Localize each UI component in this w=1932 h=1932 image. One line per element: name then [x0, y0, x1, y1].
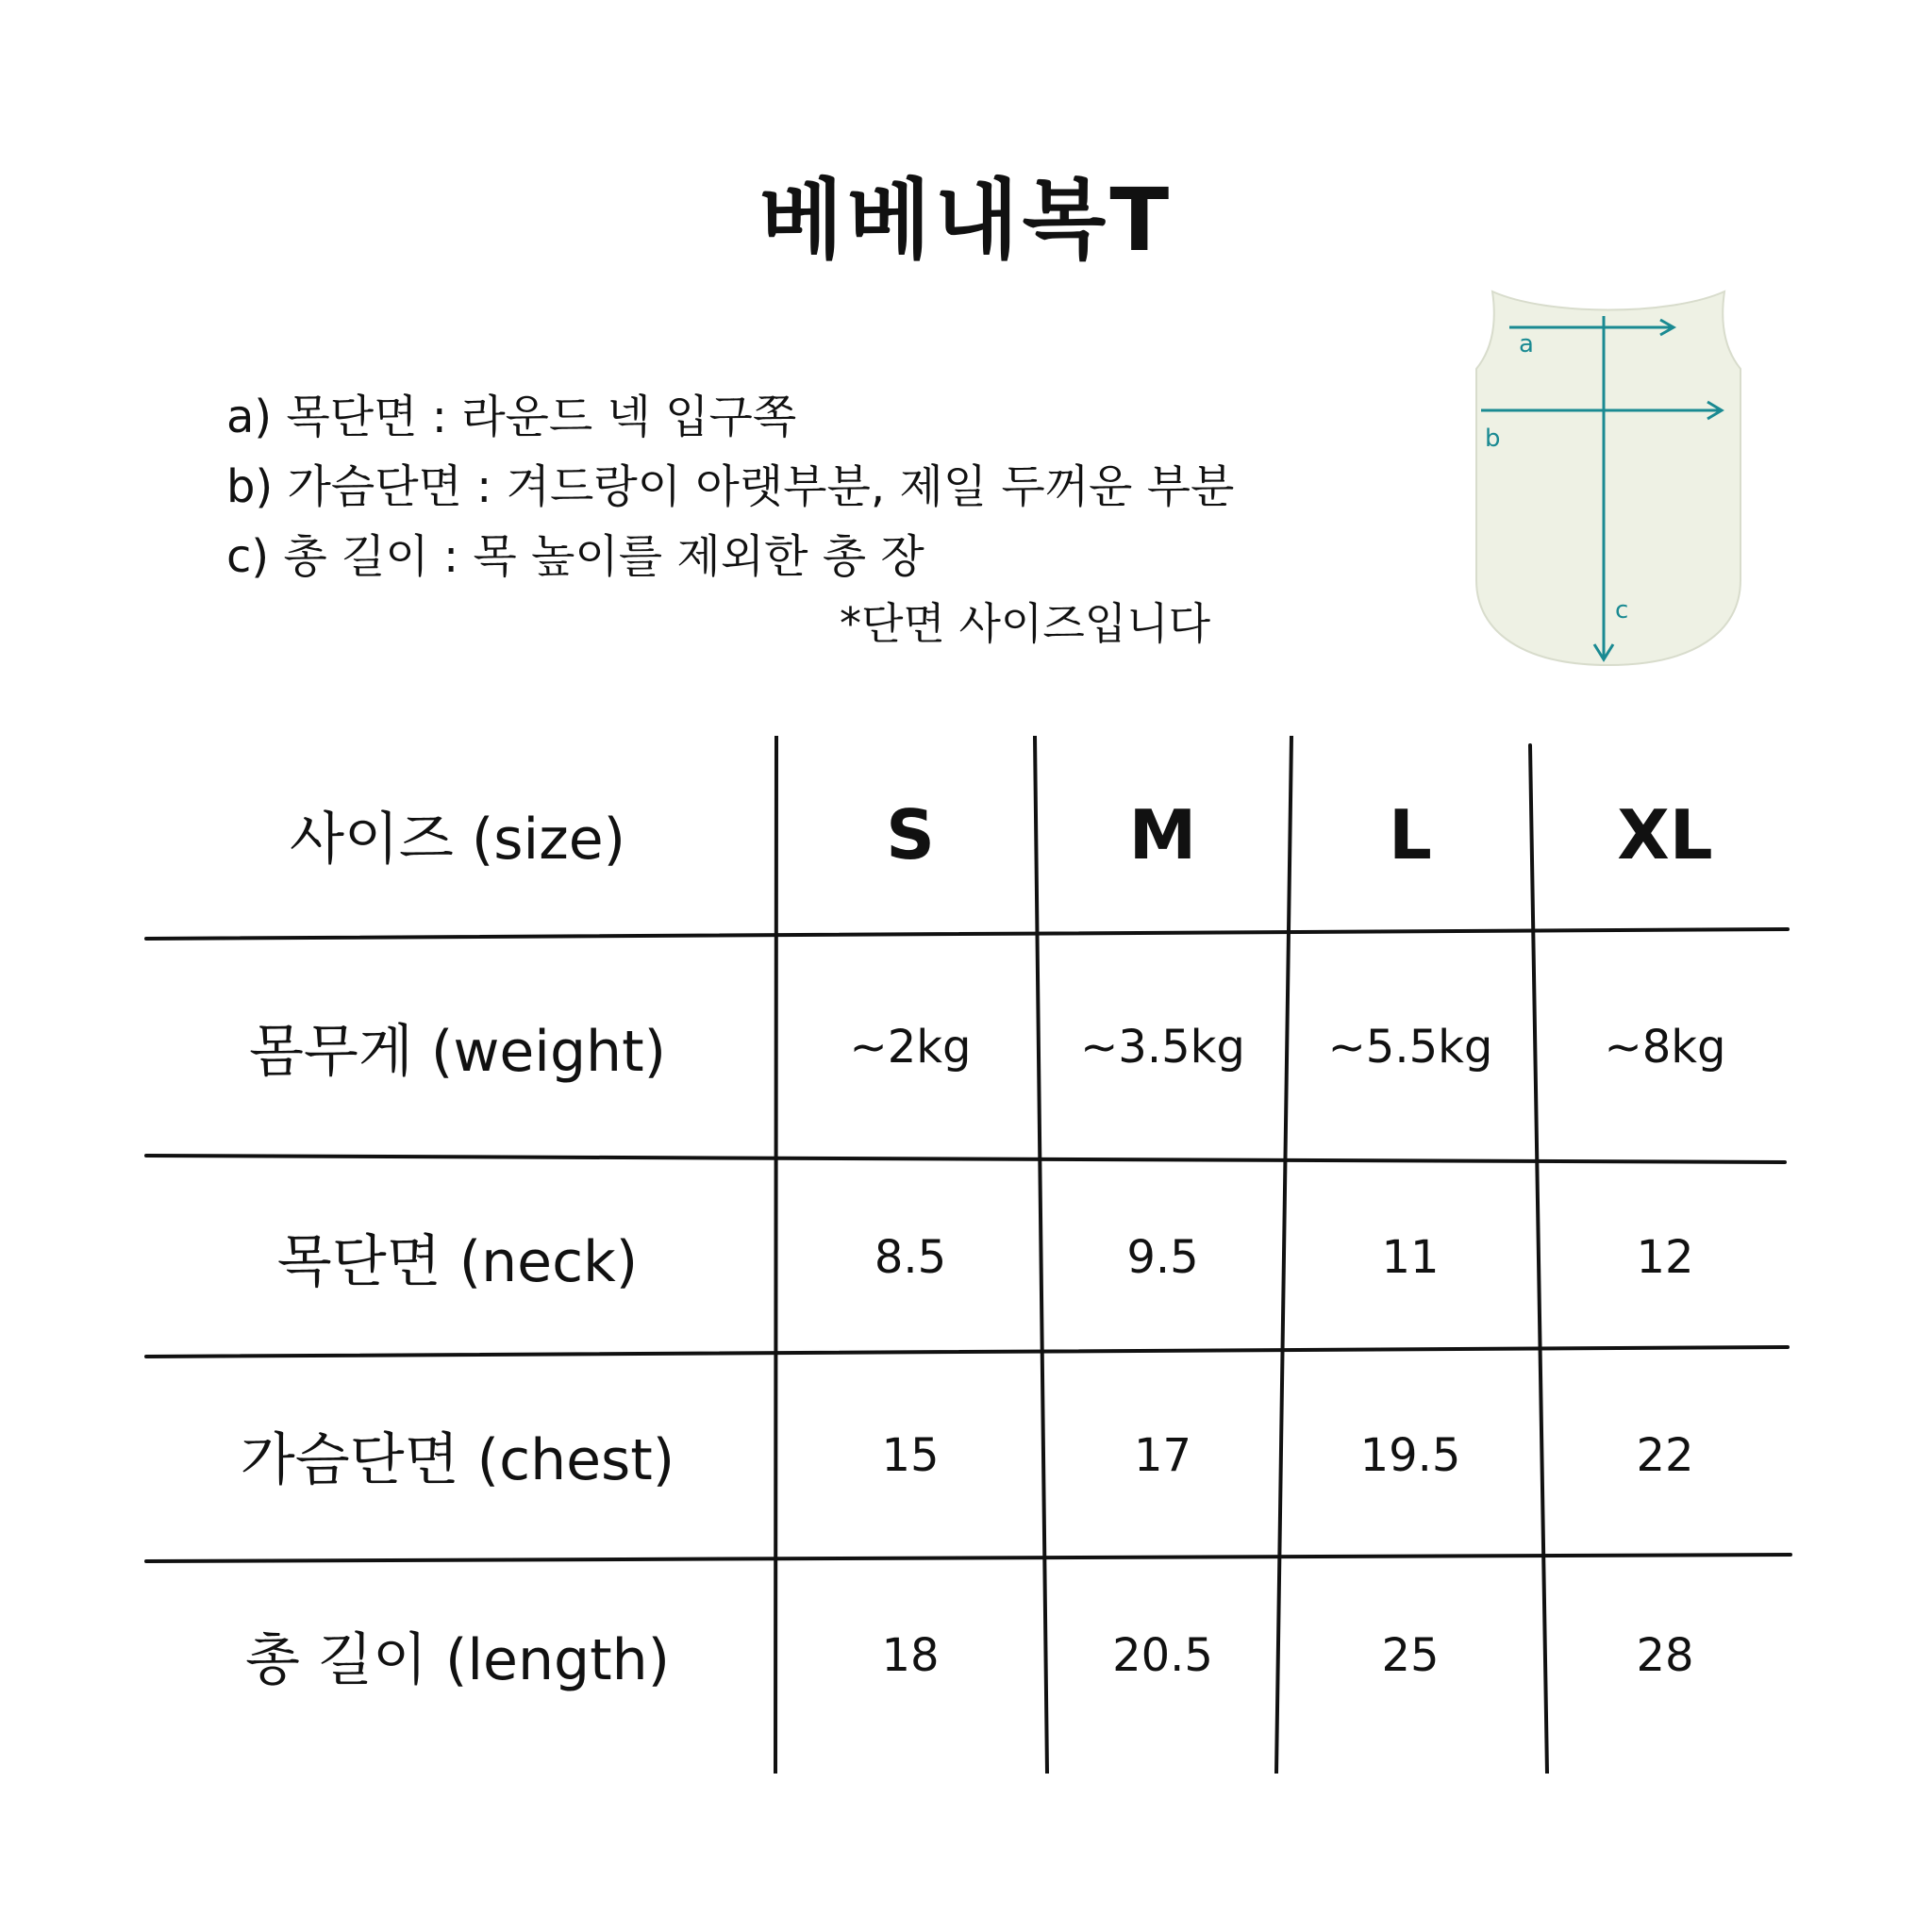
- length-s: 18: [881, 1629, 940, 1682]
- label-b: b: [1485, 425, 1501, 453]
- neck-xl: 12: [1636, 1230, 1694, 1284]
- row-label-weight: 몸무게 (weight): [248, 1018, 667, 1085]
- neck-m: 9.5: [1126, 1230, 1199, 1284]
- weight-s: ~2kg: [849, 1020, 972, 1074]
- row-label-chest: 가슴단면 (chest): [240, 1426, 675, 1493]
- garment-measure-diagram: [1472, 278, 1745, 675]
- label-c: c: [1615, 596, 1629, 625]
- chest-s: 15: [881, 1428, 940, 1482]
- length-m: 20.5: [1112, 1629, 1213, 1682]
- garment-outline: [1476, 291, 1740, 665]
- note-neck: a) 목단면 : 라운드 넥 입구쪽: [226, 391, 797, 443]
- header-size-s: S: [886, 795, 935, 874]
- weight-l: ~5.5kg: [1327, 1020, 1493, 1074]
- size-note: *단면 사이즈입니다: [840, 598, 1211, 649]
- header-size-m: M: [1128, 795, 1197, 874]
- length-l: 25: [1381, 1629, 1440, 1682]
- header-size-xl: XL: [1617, 795, 1713, 874]
- chest-m: 17: [1133, 1428, 1192, 1482]
- size-table: [142, 736, 1792, 1774]
- garment-diagram-svg: [1472, 278, 1745, 675]
- header-size-l: L: [1389, 795, 1432, 874]
- neck-l: 11: [1381, 1230, 1440, 1284]
- row-label-neck: 목단면 (neck): [276, 1228, 639, 1295]
- col-divider-1: [775, 736, 776, 1774]
- chest-xl: 22: [1636, 1428, 1694, 1482]
- note-chest: b) 가슴단면 : 겨드랑이 아랫부분, 제일 두꺼운 부분: [226, 460, 1235, 513]
- row-label-length: 총 길이 (length): [244, 1627, 671, 1693]
- chest-l: 19.5: [1359, 1428, 1461, 1482]
- header-size-label: 사이즈 (size): [289, 807, 626, 873]
- length-xl: 28: [1636, 1629, 1694, 1682]
- neck-s: 8.5: [874, 1230, 947, 1284]
- label-a: a: [1519, 330, 1534, 358]
- page-title: 베베내복T: [758, 170, 1174, 271]
- weight-m: ~3.5kg: [1080, 1020, 1245, 1074]
- weight-xl: ~8kg: [1604, 1020, 1726, 1074]
- measurement-notes: [226, 382, 1234, 591]
- note-length: c) 총 길이 : 목 높이를 제외한 총 장: [226, 530, 924, 583]
